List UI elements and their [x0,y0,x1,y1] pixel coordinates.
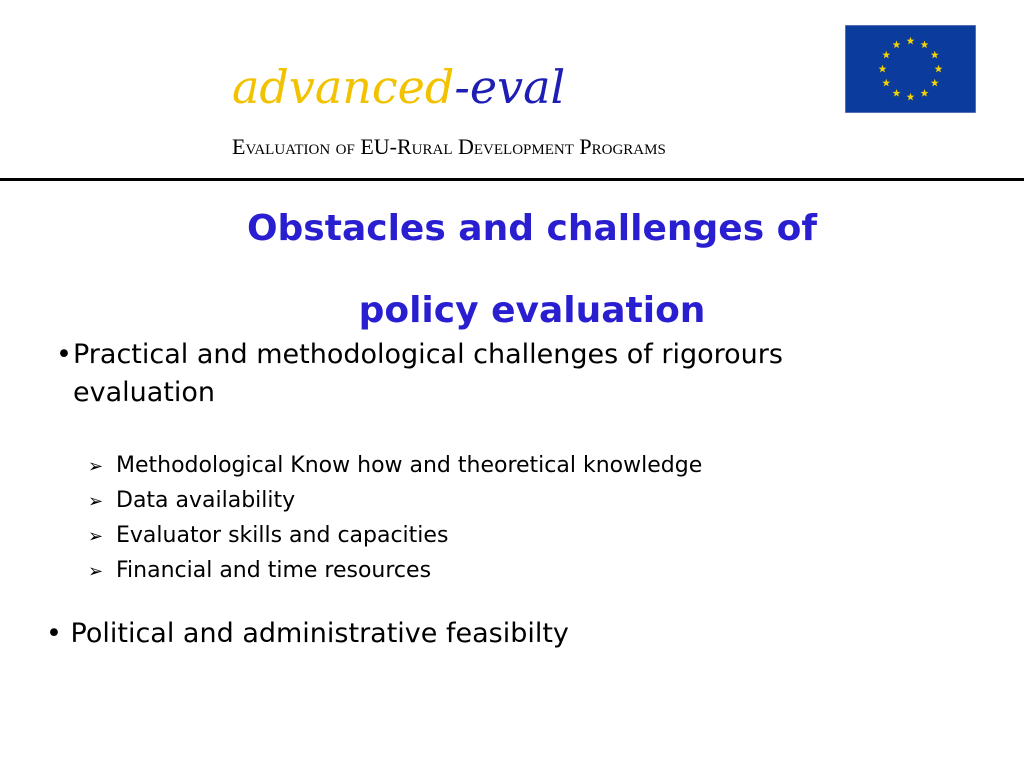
slide-title-line2: policy evaluation [358,290,706,331]
arrowhead-bullet-icon: ➢ [88,526,104,547]
arrowhead-bullet-icon: ➢ [88,491,104,512]
slide-title-line1: Obstacles and challenges of [246,208,818,249]
bullet-item [56,336,886,412]
sub-bullet-list [88,449,848,589]
sub-bullet-item [88,484,848,519]
logo-eval-text: -eval [454,60,566,114]
bullet-text: Practical and methodological challenges of rigorours evaluation [73,339,783,408]
sub-bullet-text: Financial and time resources [116,558,432,583]
sub-bullet-item [88,449,848,484]
eu-flag-icon [845,25,976,113]
bullet-item [46,615,569,653]
arrowhead-bullet-icon: ➢ [88,456,104,477]
header-subtitle: Evaluation of EU-Rural Development Programs [232,134,666,159]
sub-bullet-item [88,519,848,554]
sub-bullet-text: Methodological Know how and theoretical knowledge [116,453,703,478]
sub-bullet-item [88,554,848,589]
logo-advanced-text: advanced [232,60,455,114]
header-divider [0,178,1024,181]
bullet-dot-icon: • [46,618,62,649]
sub-bullet-text: Data availability [116,488,296,513]
bullet-text: Political and administrative feasibilty [70,618,569,649]
arrowhead-bullet-icon: ➢ [88,561,104,582]
sub-bullet-text: Evaluator skills and capacities [116,523,449,548]
advanced-eval-logo [232,60,566,114]
bullet-dot-icon: • [56,339,72,370]
slide-title [0,188,1024,352]
